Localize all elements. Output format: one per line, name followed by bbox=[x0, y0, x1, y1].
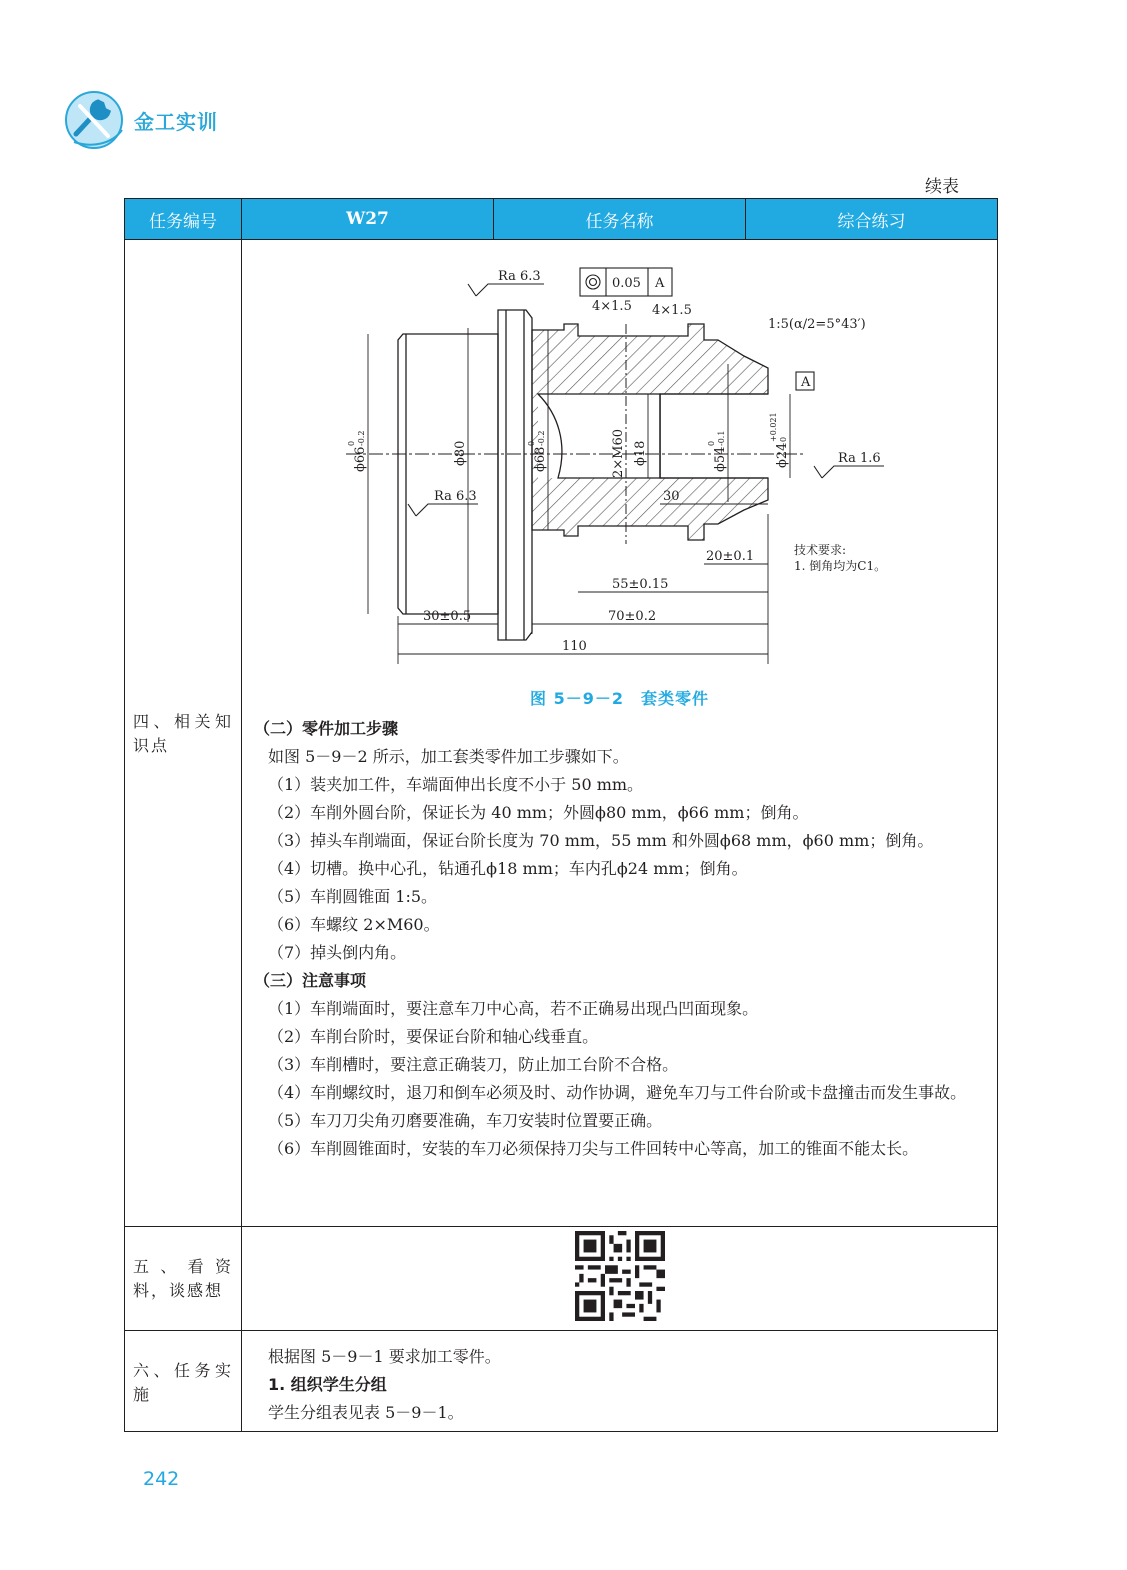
d54-tol-up: 0 bbox=[707, 440, 716, 446]
ra-left-label: Ra 6.3 bbox=[434, 489, 477, 504]
ra-right-label: Ra 1.6 bbox=[838, 451, 881, 466]
step-item: （3）掉头车削端面，保证台阶长度为 70 mm，55 mm 和外圆ϕ68 mm，ϕ60 mm；倒角。 bbox=[268, 831, 934, 850]
groove1-label: 4×1.5 bbox=[592, 299, 632, 314]
len55-label: 55±0.15 bbox=[612, 577, 669, 592]
note-item: （6）车削圆锥面时，安装的车刀必须保持刀尖与工件回转中心等高，加工的锥面不能太长。 bbox=[268, 1139, 919, 1158]
step-item: （2）车削外圆台阶，保证长为 40 mm；外圆ϕ80 mm，ϕ66 mm；倒角。 bbox=[268, 803, 809, 822]
header-task-no-label: 任务编号 bbox=[125, 199, 242, 239]
implementation-intro: 根据图 5－9－1 要求加工零件。 bbox=[268, 1347, 501, 1366]
d66-tol-up: 0 bbox=[347, 440, 356, 446]
tech-req-title: 技术要求: bbox=[794, 543, 847, 557]
row-content-implementation bbox=[242, 1331, 997, 1431]
d54-label: ϕ54 bbox=[713, 446, 728, 472]
continued-label: 续表 bbox=[925, 177, 959, 197]
note-item: （3）车削槽时，要注意正确装刀，防止加工台阶不合格。 bbox=[268, 1055, 679, 1074]
d18-label: ϕ18 bbox=[633, 440, 648, 466]
row-implementation bbox=[125, 1331, 997, 1431]
tech-req-item: 1. 倒角均为C1。 bbox=[794, 559, 887, 573]
len20-label: 20±0.1 bbox=[706, 549, 755, 564]
row-label-reading: 五、看资料，谈感想 bbox=[125, 1227, 242, 1330]
step-item: （6）车螺纹 2×M60。 bbox=[268, 915, 440, 934]
d68-label: ϕ68 bbox=[533, 446, 548, 472]
header-task-name-value: 综合练习 bbox=[837, 211, 906, 232]
bushing-drawing-diagram bbox=[248, 244, 998, 684]
implementation-heading: 1. 组织学生分组 bbox=[268, 1375, 387, 1394]
header-task-no-value: W27 bbox=[242, 199, 494, 239]
len30-label: 30 bbox=[663, 489, 680, 504]
len70-label: 70±0.2 bbox=[608, 609, 657, 624]
part-drawing bbox=[248, 244, 991, 684]
d54-tol-low: -0.1 bbox=[717, 430, 726, 446]
step-item: （4）切槽。换中心孔，钻通孔ϕ18 mm；车内孔ϕ24 mm；倒角。 bbox=[268, 859, 748, 878]
row-content-knowledge bbox=[242, 240, 997, 1226]
figure-caption: 图 5－9－2 套类零件 bbox=[530, 689, 709, 708]
d24-tol-up: +0.021 bbox=[769, 412, 778, 442]
wrench-logo-icon bbox=[62, 86, 132, 156]
step-intro: 如图 5－9－2 所示，加工套类零件加工步骤如下。 bbox=[268, 747, 629, 766]
book-title: 金工实训 bbox=[134, 110, 218, 134]
tol-datum-label: A bbox=[655, 276, 665, 291]
row-label-implementation: 六、任务实施 bbox=[125, 1331, 242, 1431]
d24-tol-low: 0 bbox=[779, 436, 788, 442]
note-item: （5）车刀刀尖角刃磨要准确，车刀安装时位置要正确。 bbox=[268, 1111, 663, 1130]
page-number: 242 bbox=[143, 1468, 180, 1490]
d68-tol-low: -0.2 bbox=[537, 430, 546, 446]
d66-label: ϕ66 bbox=[353, 446, 368, 472]
section-title-steps: （二）零件加工步骤 bbox=[254, 719, 399, 738]
d24-label: ϕ24 bbox=[775, 442, 790, 468]
book-header bbox=[62, 86, 282, 156]
table-header bbox=[125, 199, 997, 240]
note-item: （2）车削台阶时，要保证台阶和轴心线垂直。 bbox=[268, 1027, 599, 1046]
groove2-label: 4×1.5 bbox=[652, 303, 692, 318]
implementation-text: 学生分组表见表 5－9－1。 bbox=[268, 1403, 464, 1422]
header-task-name-label: 任务名称 bbox=[494, 199, 746, 239]
step-item: （5）车削圆锥面 1:5。 bbox=[268, 887, 438, 906]
tol-value-label: 0.05 bbox=[612, 276, 641, 291]
row-label-knowledge: 四、相关知识点 bbox=[125, 240, 242, 1226]
row-content-reading bbox=[242, 1227, 997, 1327]
row-reading bbox=[125, 1227, 997, 1331]
qr-code-icon[interactable] bbox=[575, 1231, 665, 1321]
section-title-notes: （三）注意事项 bbox=[254, 971, 367, 990]
len110-label: 110 bbox=[562, 639, 587, 654]
d68-tol-up: 0 bbox=[527, 440, 536, 446]
datum-label: A bbox=[801, 375, 811, 390]
ra-top-label: Ra 6.3 bbox=[498, 269, 541, 284]
step-item: （1）装夹加工件，车端面伸出长度不小于 50 mm。 bbox=[268, 775, 644, 794]
row-knowledge bbox=[125, 240, 997, 1227]
d80-label: ϕ80 bbox=[453, 440, 468, 466]
step-item: （7）掉头倒内角。 bbox=[268, 943, 407, 962]
taper-label: 1:5(α/2=5°43′) bbox=[768, 317, 866, 332]
note-item: （4）车削螺纹时，退刀和倒车必须及时、动作协调，避免车刀与工件台阶或卡盘撞击而发生事故。 bbox=[268, 1083, 967, 1102]
len30b-label: 30±0.5 bbox=[423, 609, 472, 624]
note-item: （1）车削端面时，要注意车刀中心高，若不正确易出现凸凹面现象。 bbox=[268, 999, 759, 1018]
d66-tol-low: -0.2 bbox=[357, 430, 366, 446]
task-table bbox=[124, 198, 998, 1432]
m60-label: 2×M60 bbox=[611, 428, 626, 478]
